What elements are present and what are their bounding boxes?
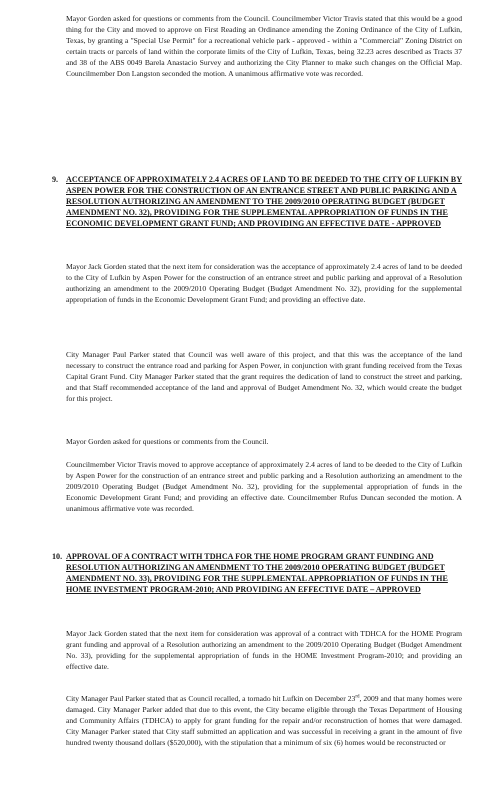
item-10-paragraph-2 xyxy=(66,694,462,749)
item-9-heading: ACCEPTANCE OF APPROXIMATELY 2.4 ACRES OF LAND TO BE DEEDED TO THE CITY OF LUFKIN BY ASPEN POWER FOR THE CONSTRUCTION OF AN ENTRANCE STREET AND PUBLIC PARKING AND A RESOLUTION AUTHORIZING AN AMENDMENT TO THE 2009/2010 OPERATING BUDGET (BUDGET AMENDMENT NO. 32), PROVIDING FOR THE SUPPLEMENTAL APPROPRIATION OF FUNDS IN THE ECONOMIC DEVELOPMENT GRANT FUND; AND PROVIDING AN EFFECTIVE DATE - APPROVED xyxy=(66,175,463,229)
item-10-number: 10. xyxy=(52,552,63,561)
item-10-paragraph-2-rest: , 2009 and that many homes were damaged. City Manager Parker added that due to this event, the City became eligible through the Texas Department of Housing and Community Affairs (TDHCA) to apply for grant funding for the repair and/or reconstruction of homes that were damaged. City Manager Parker stated that City staff submitted an application and was successful in receiving a grant in the amount of five hundred twenty thousand dollars ($520,000), with the stipulation that a minimum of six (6) homes would be reconstructed or xyxy=(66,694,462,747)
item-9-paragraph-4: Councilmember Victor Travis moved to approve acceptance of approximately 2.4 acres of land to be deeded to the City of Lufkin by Aspen Power for the construction of an entrance street and public parking and a Resolution authorizing an amendment to the 2009/2010 Operating Budget (Budget Amendment No. 32), providing for the supplemental appropriation of funds in the Economic Development Grant Fund; and providing an effective date. Councilmember Rufus Duncan seconded the motion. A unanimous affirmative vote was recorded. xyxy=(66,460,462,513)
intro-paragraph: Mayor Gorden asked for questions or comments from the Council. Councilmember Victor Travis stated that this would be a good thing for the City and moved to approve on First Reading an Ordinance amending the Zoning Ordinance of the City of Lufkin, Texas, by granting a "Special Use Permit" for a recreational vehicle park - approved - within a "Commercial" Zoning District on certain tracts or parcels of land within the corporate limits of the City of Lufkin, Texas, being 32.23 acres described as Tracts 37 and 38 of the ABS 0049 Barela Anastacio Survey and authorizing the City Planner to make such changes on the Official Map. Councilmember Don Langston seconded the motion. A unanimous affirmative vote was recorded. xyxy=(66,14,462,78)
item-10-paragraph-1: Mayor Jack Gorden stated that the next item for consideration was approval of a contract with TDHCA for the HOME Program grant funding and approval of a Resolution authorizing an amendment to the 2009/2010 Operating Budget (Budget Amendment No. 33), providing for the supplemental appropriation of funds in the HOME Investment Program-2010; and providing an effective date. xyxy=(66,629,462,671)
item-9-paragraph-2: City Manager Paul Parker stated that Council was well aware of this project, and that this was the acceptance of the land necessary to construct the entrance road and parking for Aspen Power, in conjunction with grant funding received from the Texas Capital Grant Fund. City Manager Parker stated that the grant requires the dedication of land to construct the street and parking, and that Staff recommended acceptance of the land and approval of Budget Amendment No. 32, which would create the budget for this project. xyxy=(66,350,462,403)
item-9-number: 9. xyxy=(52,175,59,184)
item-10-paragraph-2-start: City Manager Paul Parker stated that as Council recalled, a tornado hit Lufkin on December 23 xyxy=(66,694,356,703)
item-9-paragraph-1: Mayor Jack Gorden stated that the next item for consideration was the acceptance of approximately 2.4 acres of land to be deeded to the City of Lufkin by Aspen Power for the construction of an entrance street and public parking and approval of a Resolution authorizing an amendment to the 2009/2010 Operating Budget (Budget Amendment No. 32), providing for the supplemental appropriation of funds in the Economic Development Grant Fund; and providing an effective date. xyxy=(66,262,462,304)
item-9-paragraph-3: Mayor Gorden asked for questions or comments from the Council. xyxy=(66,437,269,446)
ordinal-suffix: rd xyxy=(355,694,360,700)
item-10-heading: APPROVAL OF A CONTRACT WITH TDHCA FOR THE HOME PROGRAM GRANT FUNDING AND RESOLUTION AUTHORIZING AN AMENDMENT TO THE 2009/2010 OPERATING BUDGET (BUDGET AMENDMENT NO. 33), PROVIDING FOR THE SUPPLEMENTAL APPROPRIATION OF FUNDS IN THE HOME INVESTMENT PROGRAM-2010; AND PROVIDING AN EFFECTIVE DATE – APPROVED xyxy=(66,552,448,595)
